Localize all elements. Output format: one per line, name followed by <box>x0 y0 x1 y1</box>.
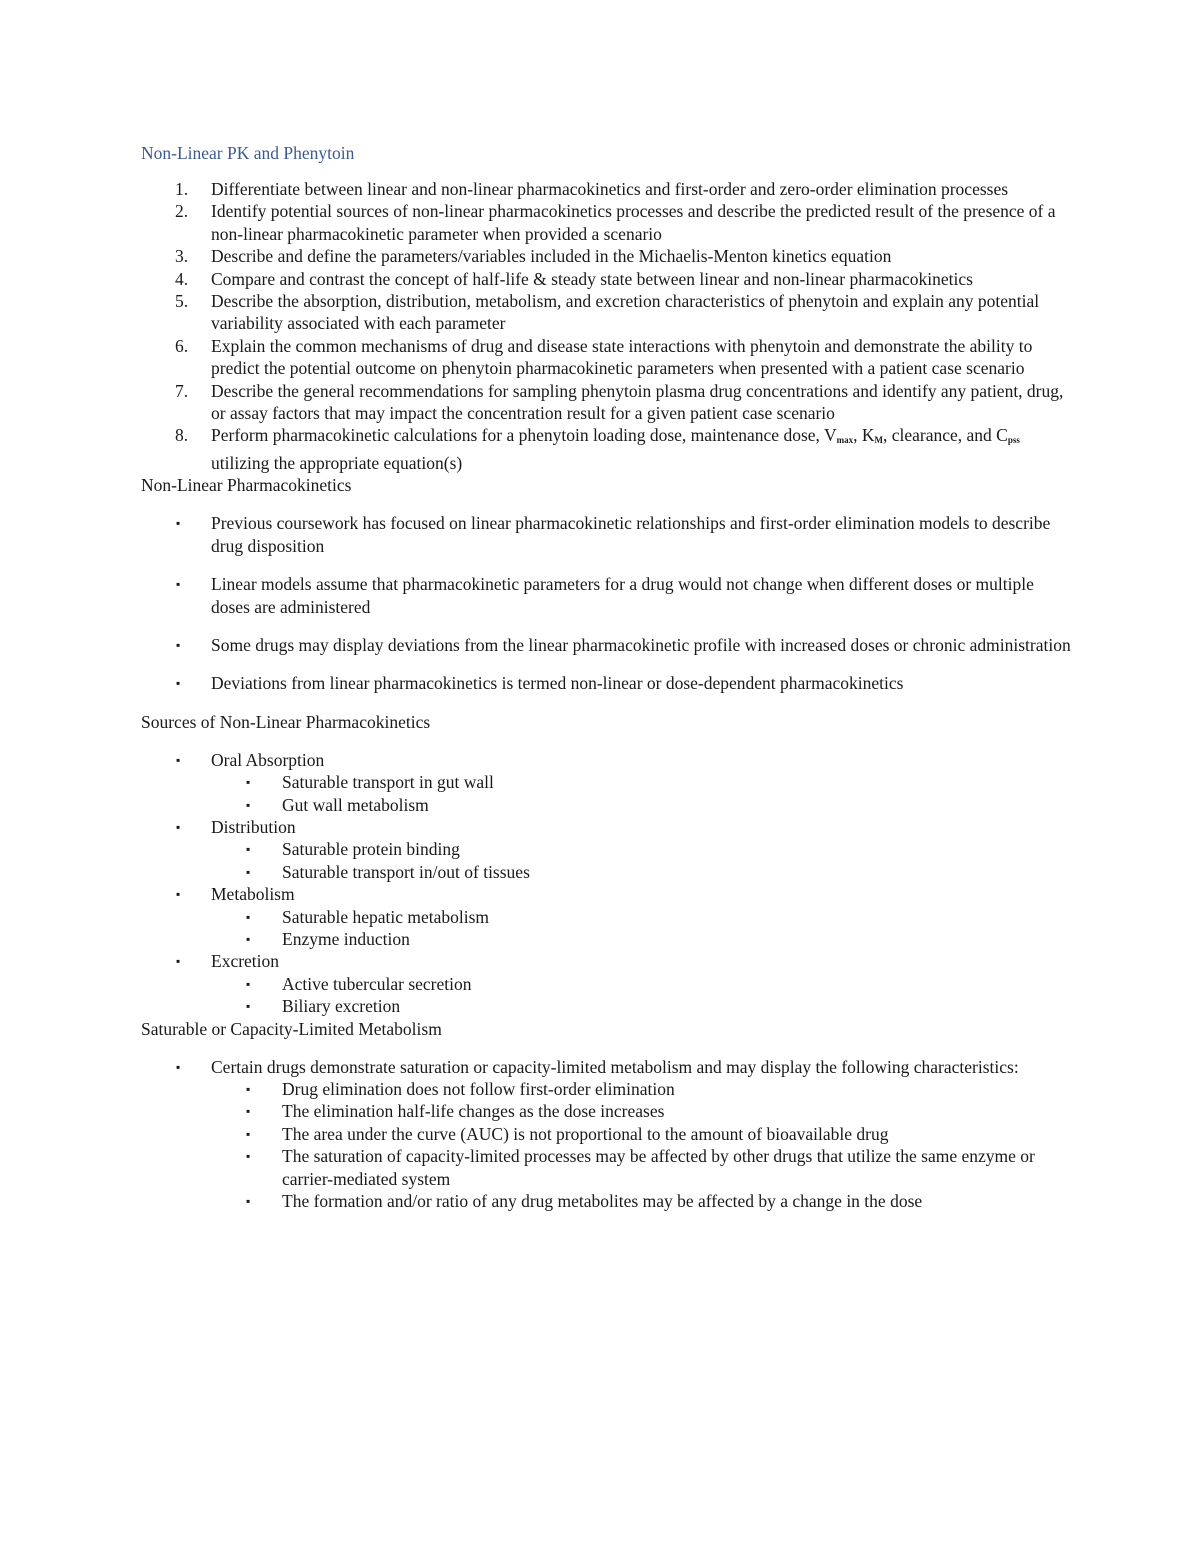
section-heading-nonlinear: Non-Linear Pharmacokinetics <box>141 475 352 496</box>
sub-list <box>211 838 1071 883</box>
sub-list-item: ▪ Saturable transport in gut wall <box>246 772 494 793</box>
section-heading-saturable: Saturable or Capacity-Limited Metabolism <box>141 1018 442 1039</box>
document-page <box>141 142 1071 1212</box>
list-item: ▪ Some drugs may display deviations from the linear pharmacokinetic profile with increased doses or chronic administration <box>176 634 1071 655</box>
sub-list <box>211 1078 1071 1212</box>
list-item: ▪ Distribution ▪ Saturable protein binding ▪ Saturable transport in/out of tissues <box>141 816 1071 883</box>
sub-list <box>211 771 1071 816</box>
sub-list-item: ▪ The area under the curve (AUC) is not proportional to the amount of bioavailable drug <box>246 1123 889 1144</box>
sub-list-item: ▪ Enzyme induction <box>246 928 410 949</box>
sub-list-item: ▪ The saturation of capacity-limited processes may be affected by other drugs that utilize the same enzyme or carrier-mediated system <box>246 1146 1035 1189</box>
sub-list-item: ▪ Active tubercular secretion <box>246 973 472 994</box>
sub-list-item: ▪ Gut wall metabolism <box>246 794 429 815</box>
list-item: ▪ Oral Absorption ▪ Saturable transport in gut wall ▪ Gut wall metabolism <box>141 749 1071 816</box>
list-item: 2. Identify potential sources of non-linear pharmacokinetics processes and describe the predicted result of the presence of a non-linear pharmacokinetic parameter when provided a scenario <box>175 201 1056 244</box>
list-item: 6. Explain the common mechanisms of drug and disease state interactions with phenytoin and demonstrate the ability to predict the potential outcome on phenytoin pharmacokinetic parameters when presented with a patient case scenario <box>175 335 1033 379</box>
nonlinear-bullets <box>141 512 1071 694</box>
section-heading-sources: Sources of Non-Linear Pharmacokinetics <box>141 711 431 732</box>
sub-list-item: ▪ Biliary excretion <box>246 996 401 1017</box>
sub-list <box>211 906 1071 951</box>
list-item: 4. Compare and contrast the concept of half-life & steady state between linear and non-linear pharmacokinetics <box>175 268 973 289</box>
sub-list-item: ▪ Saturable hepatic metabolism <box>246 906 490 927</box>
list-item: 7. Describe the general recommendations for sampling phenytoin plasma drug concentrations and identify any patient, drug, or assay factors that may impact the concentration result for a given patient case scenario <box>175 380 1064 424</box>
sub-list-item: ▪ Saturable protein binding <box>246 839 460 860</box>
objectives-list <box>141 178 1071 474</box>
list-item: ▪ Certain drugs demonstrate saturation or capacity-limited metabolism and may display the following characteristics: ▪ Drug elimination does not follow first-order elimination ▪ The elimination half-life changes as the dose increases ▪ The area under the curve (AUC) is not proportional to the amount of bioavailable drug ▪ The saturation of capacity-limited processes may be affected by other drugs that utilize the same enzyme or carrier-mediated system ▪ The formation and/or ratio of any drug metabolites may be affected by a change in the dose <box>141 1056 1071 1213</box>
sub-list-item: ▪ Drug elimination does not follow first-order elimination <box>246 1079 675 1099</box>
list-item: ▪ Previous coursework has focused on linear pharmacokinetic relationships and first-order elimination models to describe drug disposition <box>176 513 1051 556</box>
list-item: 5. Describe the absorption, distribution, metabolism, and excretion characteristics of phenytoin and explain any potential variability associated with each parameter <box>175 291 1040 334</box>
list-item: 8. Perform pharmacokinetic calculations for a phenytoin loading dose, maintenance dose, $V_{max}$, $K_M$, clearance, and $C_{pss}$ utilizing the appropriate equation(s) <box>175 425 1020 473</box>
list-item: ▪ Metabolism ▪ Saturable hepatic metabolism ▪ Enzyme induction <box>141 883 1071 950</box>
list-item: ▪ Linear models assume that pharmacokinetic parameters for a drug would not change when different doses or multiple doses are administered <box>176 574 1034 617</box>
list-item: ▪ Excretion ▪ Active tubercular secretion ▪ Biliary excretion <box>141 950 1071 1017</box>
sub-list-item: ▪ Saturable transport in/out of tissues <box>246 861 530 882</box>
saturable-list <box>141 1056 1071 1213</box>
list-item: 3. Describe and define the parameters/variables included in the Michaelis-Menton kinetics equation <box>175 246 892 267</box>
sources-list <box>141 749 1071 1018</box>
sub-list <box>211 973 1071 1018</box>
list-item: ▪ Deviations from linear pharmacokinetics is termed non-linear or dose-dependent pharmacokinetics <box>176 673 904 694</box>
sub-list-item: ▪ The formation and/or ratio of any drug metabolites may be affected by a change in the dose <box>246 1191 923 1212</box>
list-item: 1. Differentiate between linear and non-linear pharmacokinetics and first-order and zero-order elimination processes <box>175 179 1009 199</box>
sub-list-item: ▪ The elimination half-life changes as the dose increases <box>246 1101 665 1122</box>
page-title: Non-Linear PK and Phenytoin <box>141 143 355 163</box>
